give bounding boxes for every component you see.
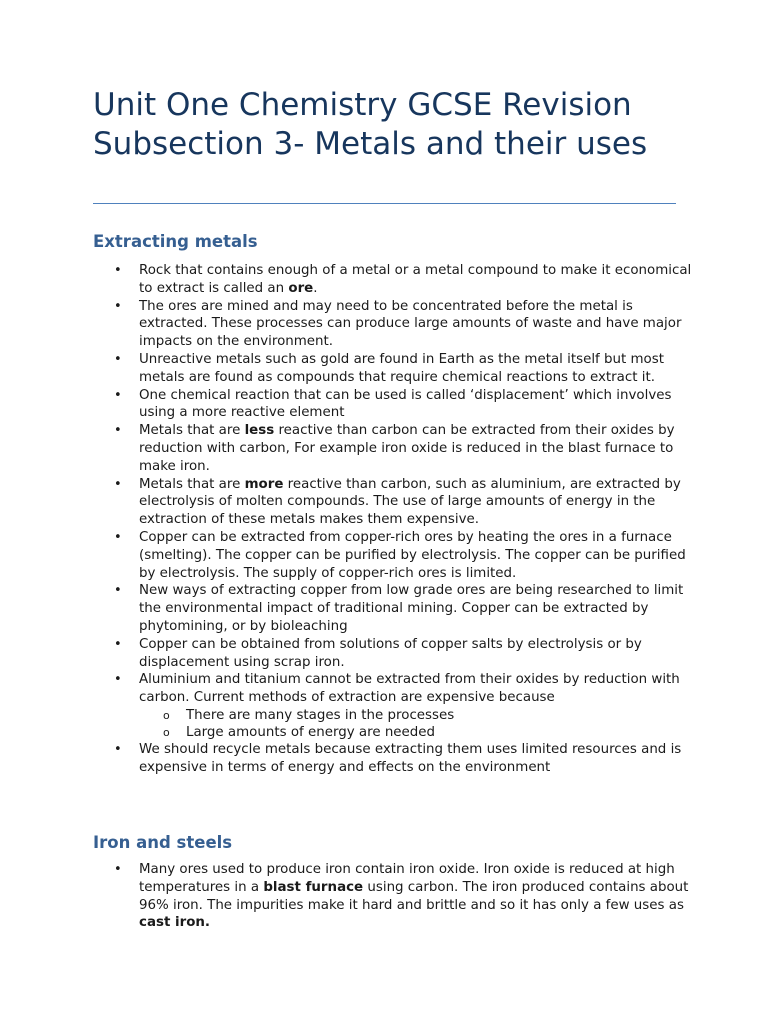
bullet-item (93, 861, 693, 932)
bullet-text: reactive than carbon, such as aluminium, are extracted by electrolysis of molten compounds. The use of large amounts of energy in the extraction of these metals makes them expensive. (139, 476, 681, 528)
bullet-text: Rock that contains enough of a metal or a metal compound to make it economical to extract is called an (139, 263, 692, 296)
bullet-text: Copper can be obtained from solutions of copper salts by electrolysis or by displacement using scrap iron. (139, 636, 642, 670)
bullet-text: Metals that are (139, 476, 245, 492)
bullet-dot-icon: • (114, 423, 122, 439)
bullet-item (93, 582, 693, 635)
bold-term: less (244, 423, 275, 439)
bullet-text: using carbon. The iron produced contains about 96% iron. The impurities make it hard and brittle and so it has only a few uses as (139, 879, 689, 913)
bullet-dot-icon: • (114, 583, 122, 599)
bullet-item (93, 476, 693, 529)
bullet-text: . (313, 280, 318, 296)
bullet-dot-icon: • (114, 351, 122, 367)
bullet-item (93, 671, 693, 741)
sub-bullet-list (139, 707, 693, 741)
bullet-dot-icon: • (114, 529, 122, 545)
bold-term: blast furnace (263, 879, 364, 895)
section-heading: Extracting metals (93, 232, 258, 251)
section-iron-and-steels (93, 832, 693, 932)
sub-bullet-item (139, 724, 693, 741)
bullet-item (93, 262, 693, 298)
bullet-dot-icon: • (114, 741, 122, 757)
bullet-item (93, 636, 693, 672)
bullet-item (93, 298, 693, 351)
bullet-text: The ores are mined and may need to be concentrated before the metal is extracted. These processes can produce large amounts of waste and have major impacts on the environment. (139, 298, 682, 350)
bullet-text: We should recycle metals because extracting them uses limited resources and is expensive in terms of energy and effects on the environment (139, 741, 682, 775)
bullet-dot-icon: • (114, 672, 122, 688)
bullet-text: New ways of extracting copper from low grade ores are being researched to limit the environmental impact of traditional mining. Copper can be extracted by phytomining, or by bioleaching (139, 583, 684, 634)
bullet-item (93, 422, 693, 475)
bullet-text: Many ores used to produce iron contain iron oxide. Iron oxide is reduced at high temperatures in a (139, 862, 675, 895)
bullet-text: Metals that are (139, 423, 245, 439)
bullet-dot-icon: • (114, 636, 122, 652)
section-heading: Iron and steels (93, 833, 233, 852)
bullet-dot-icon: • (114, 387, 122, 403)
bullet-item (93, 387, 693, 423)
sub-bullet-text: Large amounts of energy are needed (186, 724, 436, 740)
bullet-item (93, 741, 693, 777)
bullet-item (93, 351, 693, 387)
hollow-circle-icon: o (163, 708, 170, 722)
document-title: Unit One Chemistry GCSE Revision Subsection 3- Metals and their uses (93, 87, 648, 162)
bullet-text: Unreactive metals such as gold are found in Earth as the metal itself but most metals are found as compounds that require chemical reactions to extract it. (139, 351, 664, 385)
sub-bullet-text: There are many stages in the processes (186, 707, 455, 723)
bullet-text: Copper can be extracted from copper-rich ores by heating the ores in a furnace (smelting). The copper can be purified by electrolysis. The copper can be purified by electrolysis. The supply of copper-rich ores is limited. (139, 529, 686, 581)
bullet-list (93, 262, 693, 777)
sub-bullet-item (139, 707, 693, 724)
bullet-dot-icon: • (114, 263, 122, 278)
bullet-dot-icon: • (114, 476, 122, 492)
bold-term: ore (288, 280, 314, 296)
bold-term: more (244, 476, 284, 492)
bold-term: cast iron. (139, 915, 211, 931)
bullet-text: reactive than carbon can be extracted from their oxides by reduction with carbon, For example iron oxide is reduced in the blast furnace to make iron. (139, 423, 675, 474)
bullet-list (93, 861, 693, 932)
section-extracting-metals (93, 231, 693, 777)
title-divider (93, 203, 676, 204)
bullet-text: One chemical reaction that can be used is called ‘displacement’ which involves using a more reactive element (139, 387, 672, 421)
bullet-dot-icon: • (114, 298, 122, 314)
bullet-item (93, 529, 693, 582)
hollow-circle-icon: o (163, 725, 170, 739)
bullet-text: Aluminium and titanium cannot be extracted from their oxides by reduction with carbon. Current methods of extraction are expensive because (139, 672, 680, 706)
bullet-dot-icon: • (114, 862, 122, 877)
